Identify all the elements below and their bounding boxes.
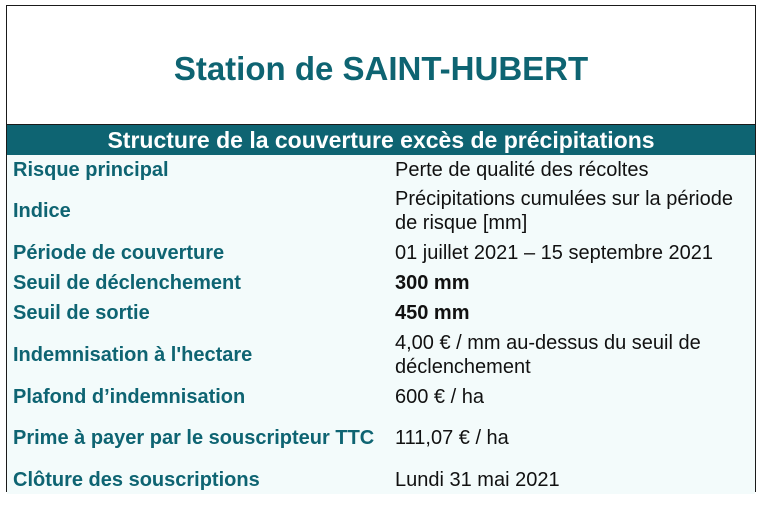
row-value: 4,00 € / mm au-dessus du seuil de déclenchement <box>395 332 701 378</box>
row-value: 111,07 € / ha <box>395 427 509 449</box>
row-label: Période de couverture <box>13 242 225 264</box>
coverage-table <box>7 155 755 494</box>
row-label: Risque principal <box>13 158 169 181</box>
table-row-periode <box>7 238 755 268</box>
row-label: Indice <box>13 200 71 222</box>
row-value: 600 € / ha <box>395 385 484 408</box>
table-row-prime <box>7 411 755 465</box>
coverage-card <box>6 5 756 492</box>
table-row-plafond <box>7 382 755 411</box>
row-value: 300 mm <box>395 272 470 294</box>
row-value: Précipitations cumulées sur la période de risque [mm] <box>395 188 733 234</box>
table-row-seuil-declenchement <box>7 268 755 298</box>
table-row-indice <box>7 184 755 238</box>
row-value: Perte de qualité des récoltes <box>395 158 649 181</box>
table-row-cloture <box>7 465 755 494</box>
row-label: Seuil de sortie <box>13 302 150 324</box>
row-label: Plafond d’indemnisation <box>13 385 246 408</box>
row-label: Clôture des souscriptions <box>13 468 260 491</box>
row-label: Indemnisation à l'hectare <box>13 344 253 366</box>
title-area <box>7 6 755 125</box>
row-value: Lundi 31 mai 2021 <box>395 468 560 491</box>
station-title: Station de SAINT-HUBERT <box>173 50 589 87</box>
row-value: 01 juillet 2021 – 15 septembre 2021 <box>395 242 714 264</box>
section-header: Structure de la couverture excès de précipitations <box>7 125 755 155</box>
row-value: 450 mm <box>395 302 470 324</box>
row-label: Prime à payer par le souscripteur TTC <box>13 427 375 449</box>
row-label: Seuil de déclenchement <box>13 272 241 294</box>
table-row-indemnisation <box>7 328 755 382</box>
table-row-risque <box>7 155 755 184</box>
table-row-seuil-sortie <box>7 298 755 328</box>
